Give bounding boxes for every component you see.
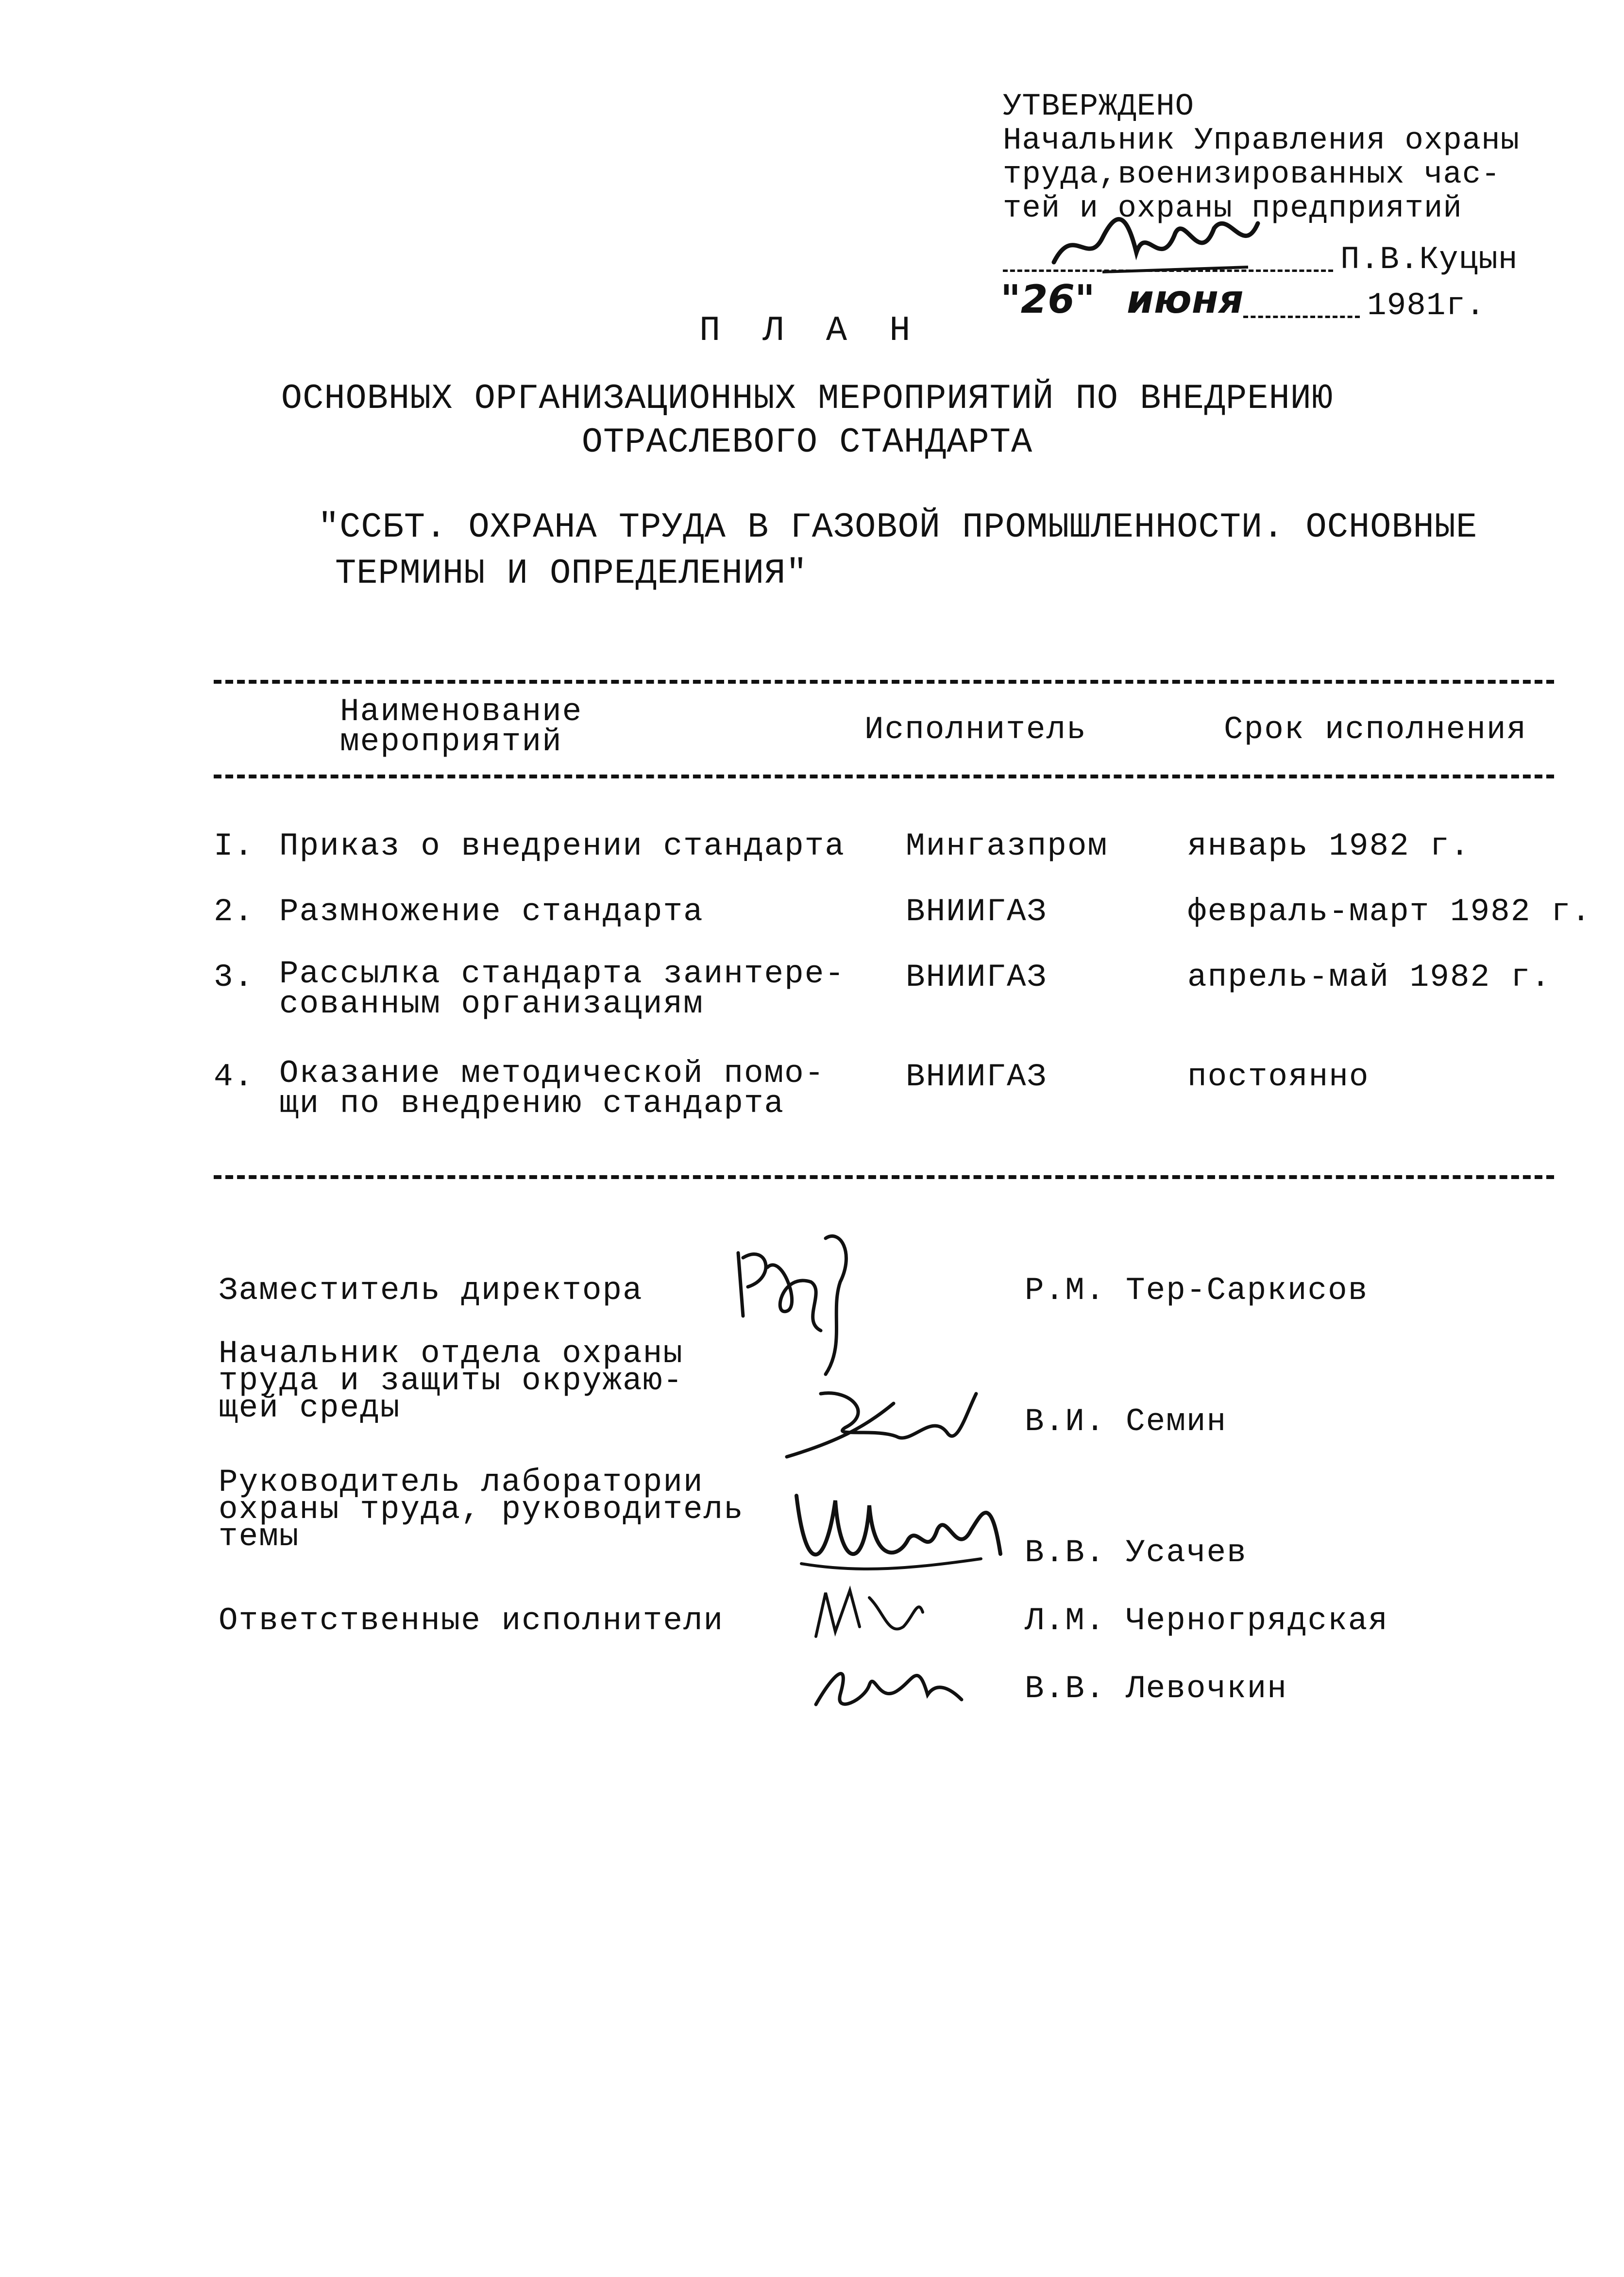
approval-line: УТВЕРЖДЕНО: [1003, 89, 1195, 124]
row-deadline: февраль-март 1982 г.: [1187, 894, 1592, 930]
date-month: июня: [1127, 277, 1244, 322]
date-day: 26: [1020, 277, 1075, 322]
row-number: 4.: [214, 1059, 254, 1095]
signature-semin: [777, 1384, 981, 1469]
signature-levochkin: [806, 1651, 971, 1721]
date-underline: [1243, 316, 1360, 318]
signatory-position-line: Начальник отдела охраны: [219, 1335, 683, 1372]
header-executor: Исполнитель: [864, 711, 1087, 748]
signatory-position: [219, 1464, 744, 1555]
signature-ter-sarkisov: [728, 1224, 864, 1386]
row-number: 2.: [214, 894, 254, 930]
title-line-3: "ССБТ. ОХРАНА ТРУДА В ГАЗОВОЙ ПРОМЫШЛЕННОСТИ. ОСНОВНЫЕ: [318, 507, 1478, 547]
row-executor: ВНИИГАЗ: [906, 1059, 1048, 1095]
header-name: [340, 693, 583, 760]
plan-title: П Л А Н: [699, 311, 921, 351]
table-top-rule: [214, 680, 1554, 684]
approval-date: [1000, 277, 1095, 322]
row-name: [279, 1055, 825, 1122]
signature-chernogryadskaya: [806, 1583, 932, 1649]
row-name-line: щи по внедрению стандарта: [279, 1085, 785, 1122]
row-name-line: Оказание методической помо-: [279, 1055, 825, 1092]
header-name-line: Наименование: [340, 693, 583, 730]
row-name: Размножение стандарта: [279, 894, 704, 930]
approval-line: тей и охраны предприятий: [1003, 191, 1462, 226]
row-name: [279, 956, 845, 1022]
header-deadline: Срок исполнения: [1224, 711, 1527, 748]
date-open-quote: ": [1000, 277, 1021, 322]
signatory-position-line: Руководитель лаборатории: [219, 1464, 704, 1501]
title-line-1: ОСНОВНЫХ ОРГАНИЗАЦИОННЫХ МЕРОПРИЯТИЙ ПО ВНЕДРЕНИЮ: [281, 379, 1334, 419]
row-executor: ВНИИГАЗ: [906, 894, 1048, 930]
row-name-line: Рассылка стандарта заинтере-: [279, 956, 845, 992]
row-name-line: сованным организациям: [279, 986, 704, 1022]
signatory-position: [219, 1335, 683, 1426]
row-executor: ВНИИГАЗ: [906, 959, 1048, 995]
row-deadline: постоянно: [1187, 1059, 1370, 1095]
header-bottom-rule: [214, 775, 1554, 778]
approval-signature: [1044, 194, 1268, 284]
signatory-position-line: охраны труда, руководитель: [219, 1491, 744, 1528]
date-close-quote: ": [1075, 277, 1095, 322]
signature-usachev: [787, 1481, 1010, 1581]
approval-line: Начальник Управления охраны: [1003, 123, 1520, 158]
row-deadline: январь 1982 г.: [1187, 828, 1471, 864]
header-name-line: мероприятий: [340, 724, 562, 760]
signatory-position: Ответственные исполнители: [219, 1602, 724, 1639]
title-line-4: ТЕРМИНЫ И ОПРЕДЕЛЕНИЯ": [335, 554, 808, 593]
signatory-name: Р.М. Тер-Саркисов: [1025, 1272, 1369, 1309]
title-line-2: ОТРАСЛЕВОГО СТАНДАРТА: [581, 422, 1033, 462]
signatory-position-line: темы: [219, 1518, 300, 1555]
signatory-position: Заместитель директора: [219, 1272, 643, 1309]
date-year: 1981г.: [1367, 287, 1486, 324]
signatory-name: В.В. Левочкин: [1025, 1670, 1287, 1707]
row-executor: Мингазпром: [906, 828, 1108, 864]
row-deadline: апрель-май 1982 г.: [1187, 959, 1551, 995]
row-number: I.: [214, 828, 254, 864]
row-name: Приказ о внедрении стандарта: [279, 828, 845, 864]
approval-line: труда,военизированных час-: [1003, 157, 1501, 192]
signatory-position-line: щей среды: [219, 1390, 401, 1426]
row-number: 3.: [214, 959, 254, 995]
signatory-name: Л.М. Черногрядская: [1025, 1602, 1388, 1639]
approval-signer-name: П.В.Куцын: [1340, 241, 1518, 278]
signatory-name: В.И. Семин: [1025, 1403, 1227, 1440]
signatory-name: В.В. Усачев: [1025, 1535, 1247, 1571]
signatory-position-line: труда и защиты окружаю-: [219, 1363, 683, 1399]
table-bottom-rule: [214, 1175, 1554, 1179]
